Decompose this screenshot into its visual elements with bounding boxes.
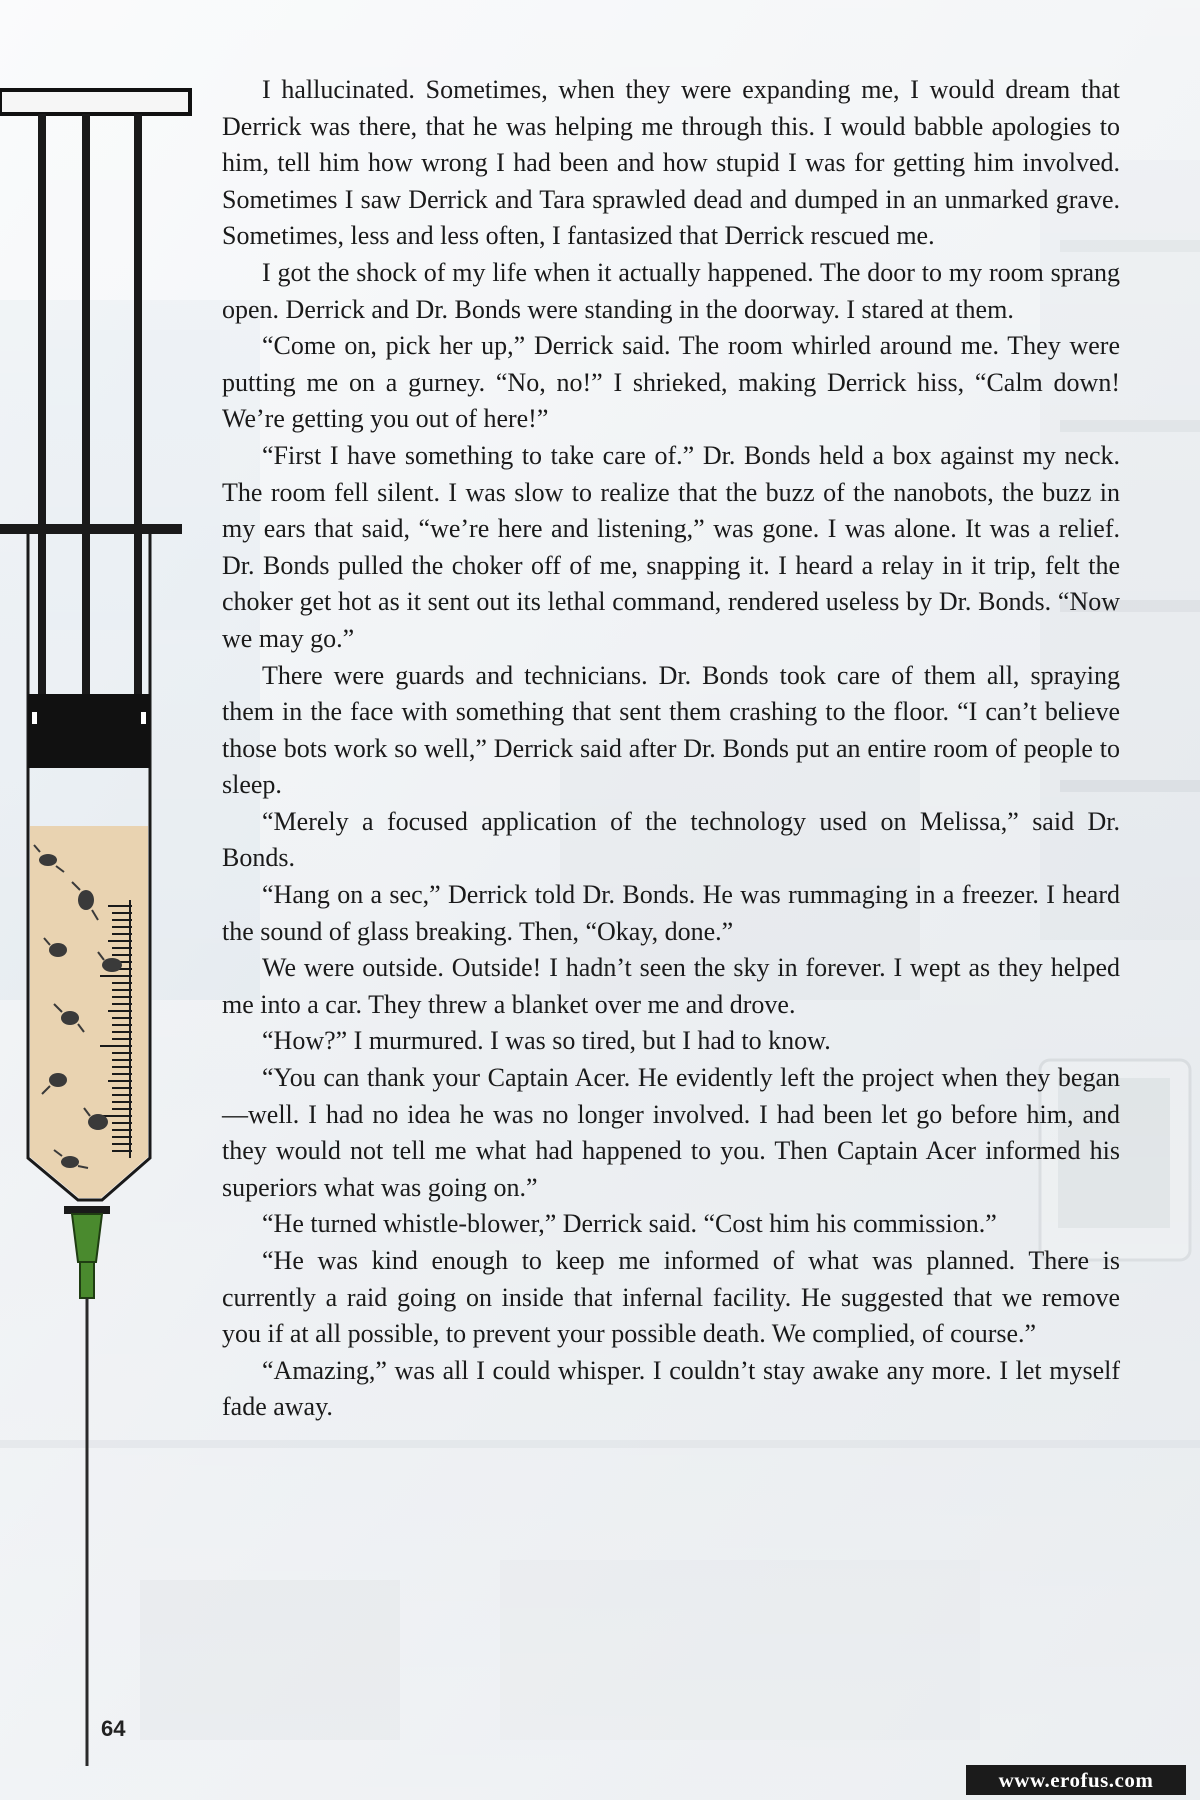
page-number: 64: [101, 1716, 126, 1741]
paragraph: “You can thank your Captain Acer. He evidently left the project when they began—well. I had no idea he was no longer involved. I had been let go before him, and they would not tell me what had happened to you. Then Captain Acer informed his superiors what was going on.”: [222, 1063, 1120, 1202]
plunger-rod-left: [38, 114, 46, 702]
paragraph: “He turned whistle-blower,” Derrick said. “Cost him his commission.”: [262, 1209, 997, 1239]
barrel-flange: [0, 524, 182, 534]
body-text: [222, 72, 1120, 1426]
needle-collar: [64, 1206, 110, 1214]
plunger-rod-middle: [82, 114, 90, 702]
plunger-handle: [0, 90, 190, 114]
paragraph: I hallucinated. Sometimes, when they were expanding me, I would dream that Derrick was there, that he was helping me through this. I would babble apologies to him, tell him how wrong I had been and how stupid I was for getting him involved. Sometimes I saw Derrick and Tara sprawled dead and dumped in an unmarked grave. Sometimes, less and less often, I fantasized that Derrick rescued me.: [222, 75, 1120, 251]
paragraph: We were outside. Outside! I hadn’t seen the sky in forever. I wept as they helped me into a car. They threw a blanket over me and drove.: [222, 953, 1120, 1019]
plunger-seal: [28, 694, 150, 768]
paragraph: “How?” I murmured. I was so tired, but I had to know.: [262, 1026, 831, 1056]
needle-hub: [72, 1214, 102, 1262]
paragraph: There were guards and technicians. Dr. Bonds took care of them all, spraying them in the face with something that sent them crashing to the floor. “I can’t believe those bots work so well,” Derrick said after Dr. Bonds put an entire room of people to sleep.: [222, 660, 1120, 800]
paragraph: I got the shock of my life when it actually happened. The door to my room sprang open. Derrick and Dr. Bonds were standing in the doorway. I stared at them.: [222, 257, 1120, 324]
paragraph: “He was kind enough to keep me informed of what was planned. There is currently a raid going on inside that infernal facility. He suggested that we remove you if at all possible, to prevent your possible death. We complied, of course.”: [222, 1246, 1120, 1349]
site-watermark: www.erofus.com: [966, 1765, 1186, 1795]
paragraph: “First I have something to take care of.” Dr. Bonds held a box against my neck. The room fell silent. I was slow to realize that the buzz of the nanobots, the buzz in my ears that said, “we’re here and listening,” was gone. I was alone. It was a relief. Dr. Bonds pulled the choker off of me, snapping it. I heard a relay in it trip, felt the choker get hot as it sent out its lethal command, rendered useless by Dr. Bonds. “Now we may go.”: [222, 440, 1120, 653]
paragraph: “Merely a focused application of the technology used on Melissa,” said Dr. Bonds.: [222, 806, 1120, 873]
syringe-illustration: [0, 0, 220, 1800]
paragraph: “Amazing,” was all I could whisper. I couldn’t stay awake any more. I let myself fade away.: [222, 1355, 1120, 1422]
paragraph: “Come on, pick her up,” Derrick said. The room whirled around me. They were putting me on a gurney. “No, no!” I shrieked, making Derrick hiss, “Calm down! We’re getting you out of here!”: [222, 331, 1120, 434]
paragraph: “Hang on a sec,” Derrick told Dr. Bonds. He was rummaging in a freezer. I heard the sound of glass breaking. Then, “Okay, done.”: [222, 880, 1120, 946]
plunger-rod-right: [134, 114, 142, 702]
